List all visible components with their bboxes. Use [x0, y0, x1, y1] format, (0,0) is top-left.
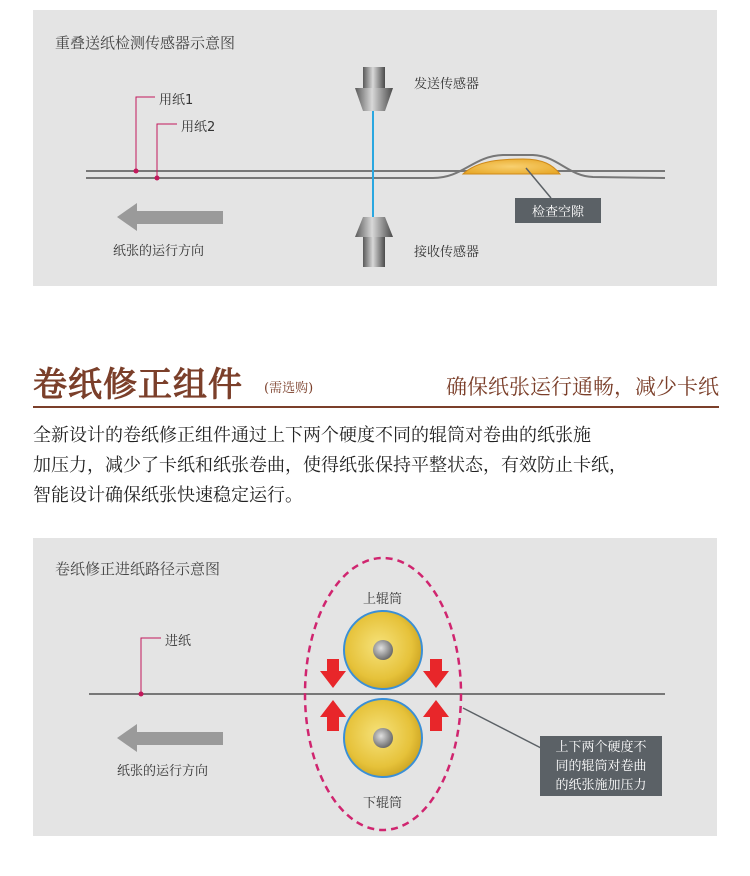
lower-roller	[344, 699, 422, 777]
section-slogan: 确保纸张运行通畅，减少卡纸	[446, 375, 719, 399]
pressure-arrow-down-left	[320, 659, 346, 688]
upper-roller	[344, 611, 422, 689]
section-note: (需选购)	[264, 381, 314, 396]
paper-1-label: 用纸1	[159, 93, 194, 108]
upper-roller-label: 上辊筒	[363, 592, 403, 607]
section-title: 卷纸修正组件	[33, 365, 243, 405]
callout-line: 的纸张施加压力	[555, 777, 647, 793]
callout-line: 上下两个硬度不	[555, 739, 647, 755]
paper-2-label: 用纸2	[181, 120, 216, 135]
diagram-title: 卷纸修正进纸路径示意图	[55, 560, 221, 578]
paper-2-line	[86, 155, 665, 178]
curl-correction-diagram	[33, 538, 717, 836]
lower-roller-label: 下辊筒	[363, 796, 403, 811]
pressure-arrow-up-left	[320, 700, 346, 731]
paper-2-leader	[157, 124, 177, 178]
callout-line: 同的辊筒对卷曲	[555, 758, 647, 774]
feed-label: 进纸	[165, 634, 192, 649]
receiver-sensor-label: 接收传感器	[414, 245, 480, 260]
pressure-arrow-down-right	[423, 659, 449, 688]
paper-1-dot	[134, 169, 139, 174]
section-description	[33, 421, 723, 511]
description-line: 加压力，减少了卡纸和纸张卷曲，使得纸张保持平整状态，有效防止卡纸，	[33, 455, 627, 476]
direction-label: 纸张的运行方向	[113, 244, 205, 259]
overlap-sensor-diagram	[33, 10, 717, 286]
emitter-sensor-label: 发送传感器	[414, 77, 480, 92]
diagram-title: 重叠送纸检测传感器示意图	[55, 34, 236, 52]
feed-dot	[139, 692, 144, 697]
section-header	[33, 355, 719, 413]
description-line: 智能设计确保纸张快速稳定运行。	[33, 485, 303, 506]
direction-arrow	[117, 203, 223, 231]
section-divider	[33, 406, 719, 408]
feed-leader	[141, 638, 161, 694]
receiver-sensor	[355, 217, 393, 267]
pressure-arrow-up-right	[423, 700, 449, 731]
paper-2-dot	[155, 176, 160, 181]
direction-label: 纸张的运行方向	[117, 764, 209, 779]
paper-1-leader	[136, 97, 155, 171]
gap-tag: 检查空隙	[515, 198, 601, 223]
direction-arrow	[117, 724, 223, 752]
description-line: 全新设计的卷纸修正组件通过上下两个硬度不同的辊筒对卷曲的纸张施	[33, 425, 591, 446]
callout-leader	[463, 708, 541, 748]
callout-tag	[540, 736, 662, 796]
emitter-sensor	[355, 67, 393, 111]
